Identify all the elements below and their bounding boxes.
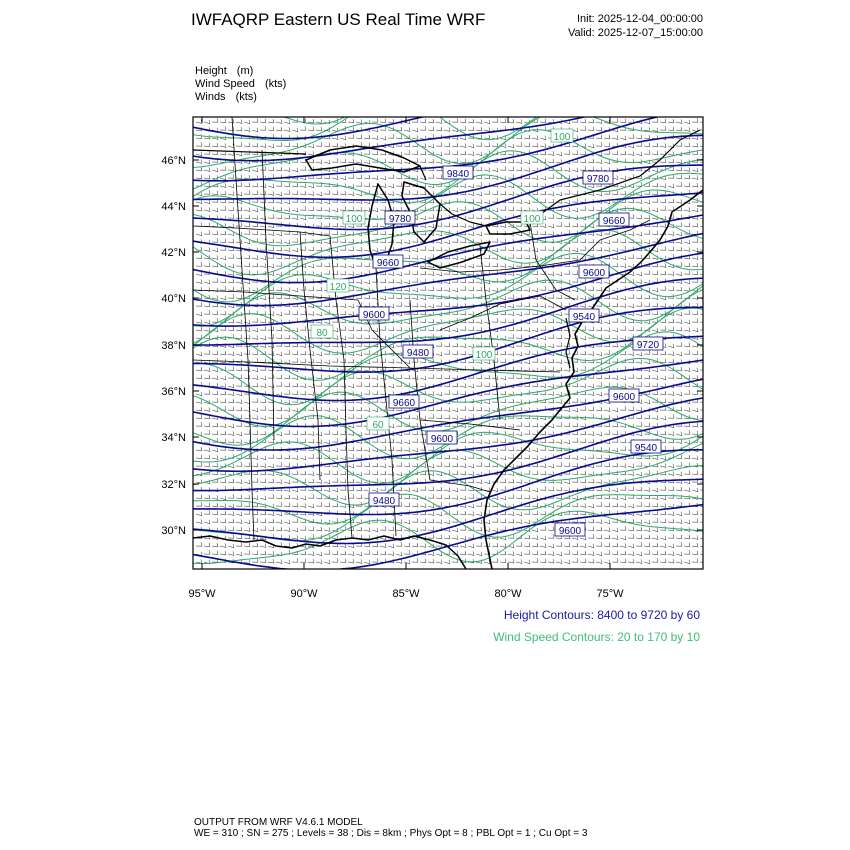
lat-label: 34°N — [161, 432, 186, 444]
model-info: OUTPUT FROM WRF V4.6.1 MODEL — [194, 817, 363, 828]
state-lines — [193, 117, 650, 540]
wind-label: 100 — [523, 214, 541, 225]
init-time: Init: 2025-12-04_00:00:00 — [577, 13, 703, 25]
wind-label: 80 — [316, 328, 328, 339]
wind-contour — [190, 111, 706, 167]
lat-label: 42°N — [161, 247, 186, 259]
field-label-wind-speed: Wind Speed (kts) — [195, 78, 287, 90]
latitude-labels — [161, 155, 186, 537]
lat-label: 44°N — [161, 201, 186, 213]
height-label: 9600 — [558, 526, 582, 537]
height-contour-legend: Height Contours: 8400 to 9720 by 60 — [503, 608, 700, 622]
wind-contour — [190, 494, 706, 541]
wind-label: 120 — [329, 282, 347, 293]
wind-label: 100 — [345, 214, 363, 225]
lon-label: 95°W — [188, 588, 216, 600]
height-label: 9720 — [636, 340, 660, 351]
lon-label: 80°W — [494, 588, 522, 600]
valid-time: Valid: 2025-12-07_15:00:00 — [568, 27, 703, 39]
height-label: 9660 — [602, 216, 626, 227]
field-label-height: Height (m) — [195, 65, 254, 77]
wind-contour — [190, 69, 706, 124]
wind-label: 100 — [553, 132, 571, 143]
lon-label: 75°W — [596, 588, 624, 600]
height-label: 9600 — [582, 268, 606, 279]
longitude-labels — [188, 588, 624, 600]
field-label-winds: Winds (kts) — [195, 91, 257, 103]
height-label: 9840 — [446, 169, 470, 180]
lat-label: 32°N — [161, 479, 186, 491]
height-label: 9780 — [388, 214, 412, 225]
model-config: WE = 310 ; SN = 275 ; Levels = 38 ; Dis = 8km ; Phys Opt = 8 ; PBL Opt = 1 ; Cu Opt = 3 — [194, 828, 588, 839]
lat-label: 46°N — [161, 155, 186, 167]
lat-label: 40°N — [161, 293, 186, 305]
height-label: 9480 — [372, 496, 396, 507]
lake-superior — [306, 146, 420, 172]
height-label: 9600 — [612, 392, 636, 403]
lon-label: 90°W — [290, 588, 318, 600]
lon-label: 85°W — [392, 588, 420, 600]
wind-label: 100 — [475, 350, 493, 361]
plot-title: IWFAQRP Eastern US Real Time WRF — [191, 10, 486, 29]
height-label: 9600 — [430, 434, 454, 445]
height-label: 9540 — [634, 443, 658, 454]
height-label: 9660 — [392, 398, 416, 409]
lat-label: 30°N — [161, 525, 186, 537]
wind-label: 60 — [372, 420, 384, 431]
height-label: 9480 — [406, 348, 430, 359]
height-label: 9780 — [586, 174, 610, 185]
lat-label: 36°N — [161, 386, 186, 398]
height-label: 9540 — [572, 312, 596, 323]
height-label: 9660 — [376, 258, 400, 269]
lat-label: 38°N — [161, 340, 186, 352]
wind-contour-legend: Wind Speed Contours: 20 to 170 by 10 — [493, 630, 700, 644]
height-label: 9600 — [362, 310, 386, 321]
